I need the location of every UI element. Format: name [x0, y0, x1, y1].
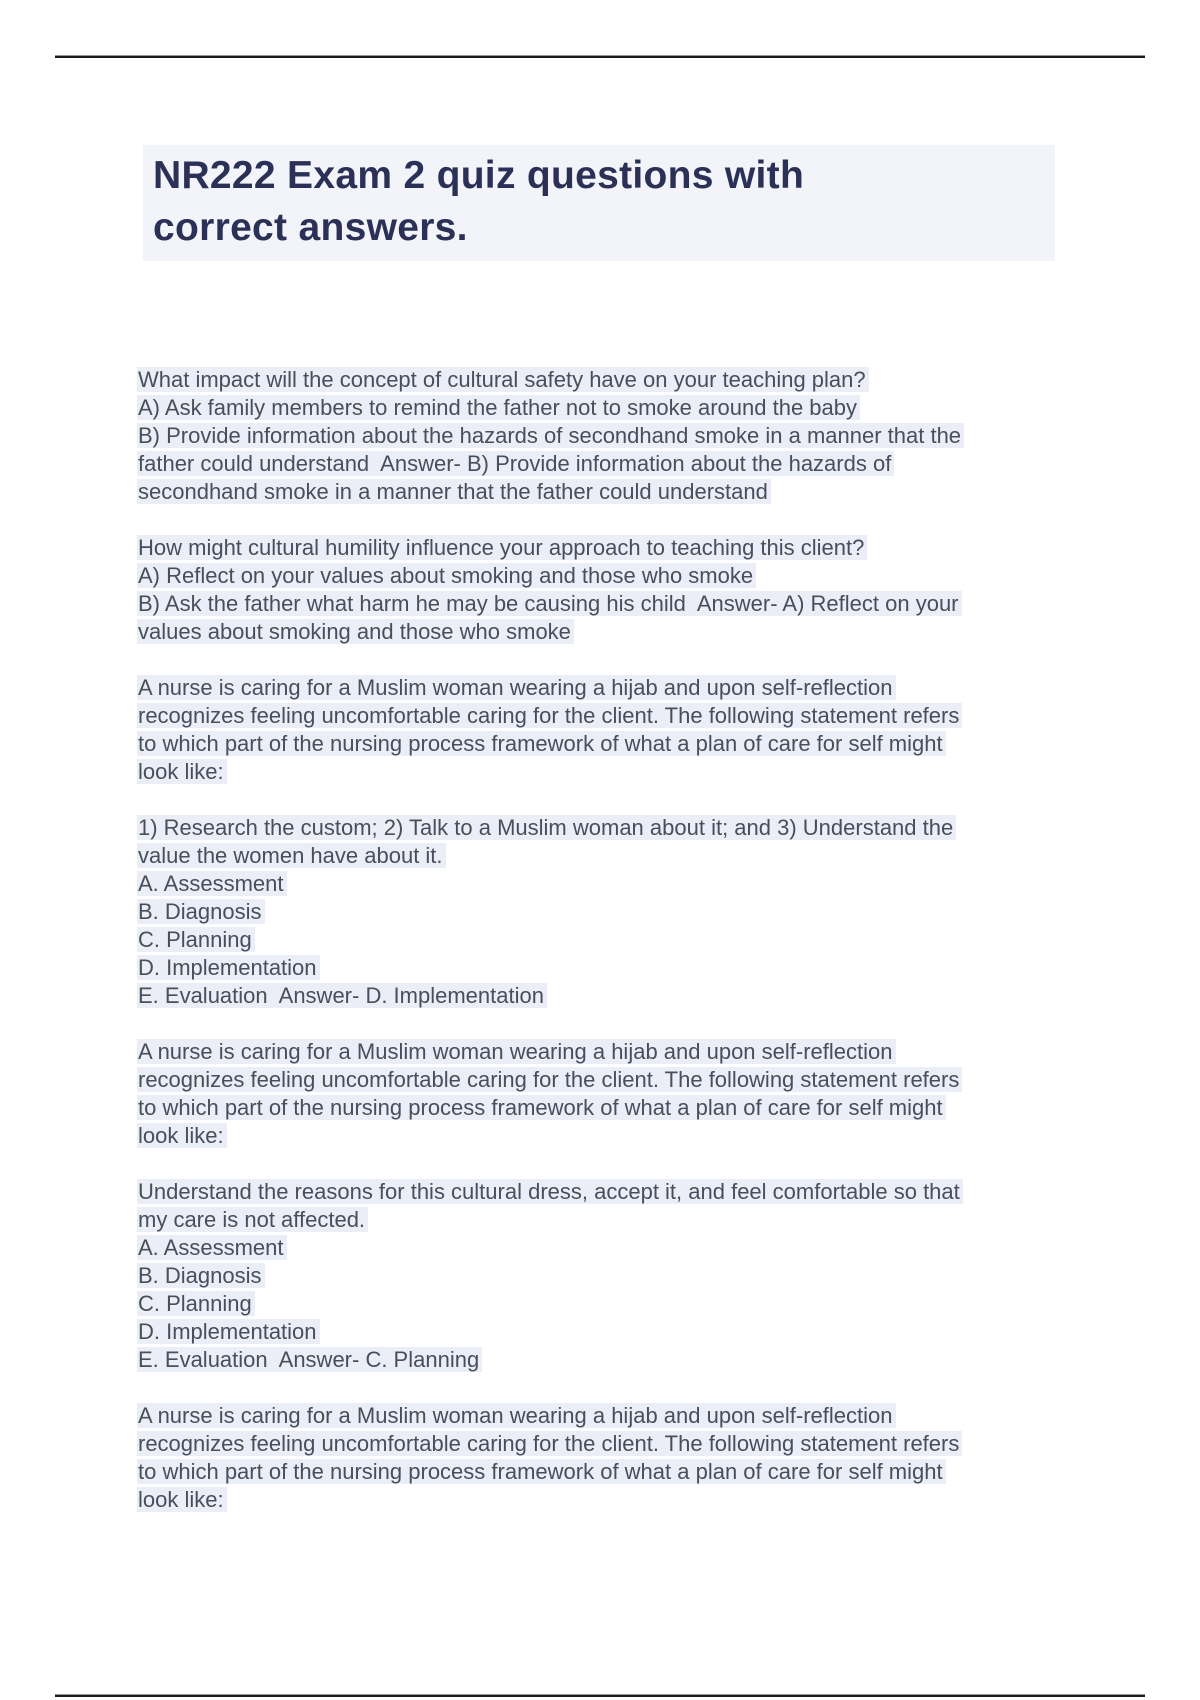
text-line: look like:: [137, 758, 1062, 786]
title-line-2: correct answers.: [153, 206, 468, 249]
text-line: A. Assessment: [137, 870, 1062, 898]
text-line: D. Implementation: [137, 954, 1062, 982]
text-line: B) Provide information about the hazards of secondhand smoke in a manner that the: [137, 422, 1062, 450]
text-line: B. Diagnosis: [137, 898, 1062, 926]
text-line: A nurse is caring for a Muslim woman wearing a hijab and upon self-reflection: [137, 674, 1062, 702]
text-line: to which part of the nursing process framework of what a plan of care for self might: [137, 1458, 1062, 1486]
text-line: A. Assessment: [137, 1234, 1062, 1262]
top-rule: [55, 55, 1145, 58]
title-line-1: NR222 Exam 2 quiz questions with: [153, 154, 805, 197]
text-line: E. Evaluation Answer- D. Implementation: [137, 982, 1062, 1010]
text-line: E. Evaluation Answer- C. Planning: [137, 1346, 1062, 1374]
text-line: C. Planning: [137, 926, 1062, 954]
text-line: secondhand smoke in a manner that the father could understand: [137, 478, 1062, 506]
text-line: What impact will the concept of cultural safety have on your teaching plan?: [137, 366, 1062, 394]
paragraph: [137, 674, 1062, 786]
document-body: [137, 366, 1062, 1542]
text-line: father could understand Answer- B) Provide information about the hazards of: [137, 450, 1062, 478]
paragraph: [137, 534, 1062, 646]
text-line: C. Planning: [137, 1290, 1062, 1318]
text-line: value the women have about it.: [137, 842, 1062, 870]
text-line: A) Ask family members to remind the father not to smoke around the baby: [137, 394, 1062, 422]
text-line: How might cultural humility influence your approach to teaching this client?: [137, 534, 1062, 562]
text-line: A) Reflect on your values about smoking and those who smoke: [137, 562, 1062, 590]
paragraph: [137, 366, 1062, 506]
paragraph: [137, 814, 1062, 1010]
document-title: [143, 145, 1055, 261]
text-line: A nurse is caring for a Muslim woman wearing a hijab and upon self-reflection: [137, 1402, 1062, 1430]
text-line: Understand the reasons for this cultural dress, accept it, and feel comfortable so that: [137, 1178, 1062, 1206]
text-line: B. Diagnosis: [137, 1262, 1062, 1290]
text-line: my care is not affected.: [137, 1206, 1062, 1234]
text-line: to which part of the nursing process framework of what a plan of care for self might: [137, 1094, 1062, 1122]
text-line: recognizes feeling uncomfortable caring for the client. The following statement refers: [137, 1430, 1062, 1458]
text-line: look like:: [137, 1486, 1062, 1514]
text-line: to which part of the nursing process framework of what a plan of care for self might: [137, 730, 1062, 758]
paragraph: [137, 1038, 1062, 1150]
text-line: A nurse is caring for a Muslim woman wearing a hijab and upon self-reflection: [137, 1038, 1062, 1066]
text-line: recognizes feeling uncomfortable caring for the client. The following statement refers: [137, 702, 1062, 730]
text-line: recognizes feeling uncomfortable caring for the client. The following statement refers: [137, 1066, 1062, 1094]
text-line: D. Implementation: [137, 1318, 1062, 1346]
bottom-rule: [55, 1694, 1145, 1697]
text-line: B) Ask the father what harm he may be causing his child Answer- A) Reflect on your: [137, 590, 1062, 618]
text-line: look like:: [137, 1122, 1062, 1150]
paragraph: [137, 1178, 1062, 1374]
text-line: 1) Research the custom; 2) Talk to a Muslim woman about it; and 3) Understand the: [137, 814, 1062, 842]
paragraph: [137, 1402, 1062, 1514]
text-line: values about smoking and those who smoke: [137, 618, 1062, 646]
